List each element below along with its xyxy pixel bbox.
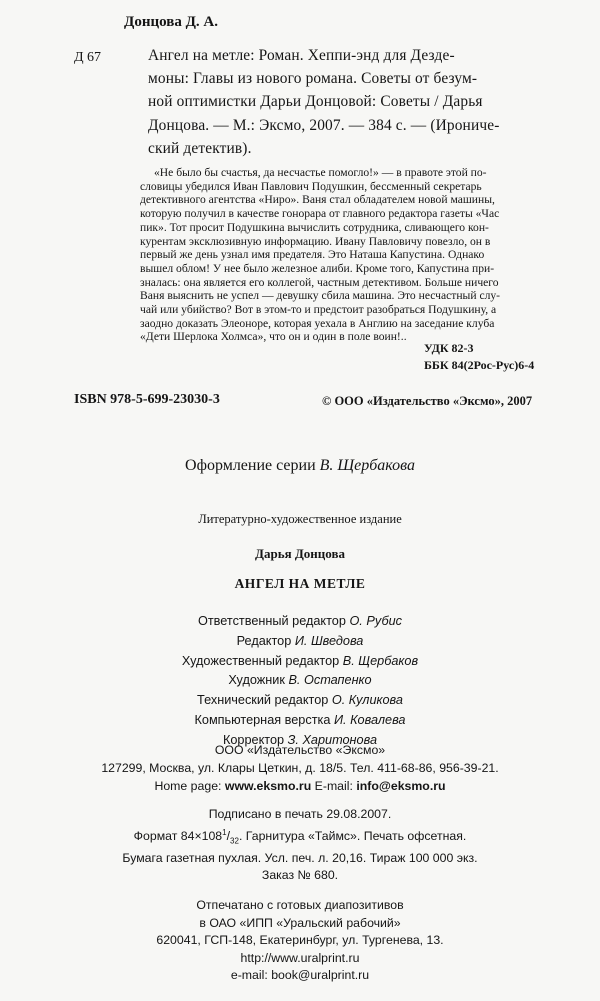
- edition-genre: Литературно-художественное издание: [198, 512, 402, 526]
- email-link[interactable]: info@eksmo.ru: [356, 778, 446, 793]
- publisher-contacts: [0, 778, 600, 796]
- credit-role: Компьютерная верстка: [194, 712, 331, 727]
- library-code: Д 67: [74, 50, 102, 65]
- printer-line: Отпечатано с готовых диапозитивов: [196, 898, 404, 912]
- format-prefix: Формат 84×108: [133, 828, 223, 843]
- book-author: Дарья Донцова: [255, 546, 345, 561]
- annotation: [140, 166, 580, 344]
- printer-email[interactable]: e-mail: book@uralprint.ru: [230, 968, 370, 983]
- credit-row: [0, 632, 600, 652]
- publisher-address: 127299, Москва, ул. Клары Цеткин, д. 18/5. Тел. 411-68-86, 956-39-21.: [101, 760, 499, 775]
- print-details: [0, 806, 600, 885]
- credit-name: В. Остапенко: [288, 673, 372, 688]
- credit-row: [0, 652, 600, 672]
- credit-row: [0, 691, 600, 711]
- annotation-line: курентам эксклюзивную информацию. Ивану Павловичу повезло, он в: [140, 234, 491, 248]
- bib-line: моны: Главы из нового романа. Советы от безум-: [148, 70, 478, 88]
- credit-row: [0, 612, 600, 632]
- annotation-line: заодно доказать Элеоноре, которая уехала в Англию на заседание клуба: [140, 316, 495, 330]
- credit-name: О. Рубис: [349, 614, 402, 628]
- bbk-code: ББК 84(2Рос-Рус)6-4: [424, 358, 535, 372]
- publisher-info: [0, 742, 600, 795]
- annotation-line: словицы убедился Иван Павлович Подушкин, бессменный секретарь: [140, 179, 482, 193]
- isbn: ISBN 978-5-699-23030-3: [74, 392, 220, 407]
- printer-line: 620041, ГСП-148, Екатеринбург, ул. Тургенева, 13.: [156, 933, 444, 948]
- credit-role: Художественный редактор: [181, 653, 340, 668]
- bib-line: ский детектив).: [148, 139, 252, 157]
- credit-row: [0, 711, 600, 731]
- format-denominator: 32: [230, 836, 239, 846]
- credit-row: [0, 671, 600, 691]
- series-design-label: Оформление серии: [185, 457, 316, 474]
- annotation-line: «Дети Шерлока Холмса», что он и один в поле воин!..: [140, 330, 407, 344]
- credit-role: Художник: [228, 673, 285, 688]
- credit-name: И. Шведова: [294, 633, 364, 648]
- series-design-credit: [0, 457, 600, 475]
- printer-line: в ОАО «ИПП «Уральский рабочий»: [199, 915, 401, 930]
- printer-info: [0, 897, 600, 985]
- bib-line: Донцова. — М.: Эксмо, 2007. — 384 с. — (Ирониче-: [148, 116, 500, 134]
- credit-role: Технический редактор: [197, 693, 329, 708]
- annotation-line: зналась: она является его коллегой, частным детективом. Больше ничего: [140, 275, 499, 289]
- credit-name: В. Щербаков: [342, 653, 419, 668]
- format-suffix: . Гарнитура «Таймс». Печать офсетная.: [238, 828, 467, 843]
- publisher-name: ООО «Издательство «Эксмо»: [214, 743, 386, 757]
- annotation-line: пик». Тот просит Подушкина вычислить сотрудника, сливающего кон-: [140, 220, 489, 234]
- credits-list: [0, 612, 600, 751]
- bib-line: Ангел на метле: Роман. Хеппи-энд для Дезде-: [148, 47, 455, 64]
- bib-line: ной оптимистки Дарьи Донцовой: Советы / Дарья: [148, 93, 483, 111]
- udk-code: УДК 82-3: [424, 341, 474, 355]
- credit-name: О. Куликова: [331, 693, 403, 708]
- credit-role: Ответственный редактор: [198, 614, 346, 628]
- credit-role: Редактор: [236, 633, 292, 648]
- credit-name: И. Ковалева: [333, 712, 406, 727]
- annotation-line: вышел облом! У нее было железное алиби. Кроме того, Капустина при-: [140, 261, 495, 275]
- author-heading: Донцова Д. А.: [124, 14, 218, 30]
- annotation-line: чай или убийство? Вот в этом-то и предстоит разобраться Подушкину, а: [140, 303, 497, 317]
- credit-role: Корректор: [222, 732, 285, 747]
- email-label: E-mail:: [314, 778, 353, 793]
- annotation-line: которую получил в качестве гонорара от главного редактора газеты «Час: [140, 207, 500, 221]
- home-page-label: Home page:: [154, 778, 222, 793]
- book-title: АНГЕЛ НА МЕТЛЕ: [234, 576, 366, 591]
- series-designer-name: В. Щербакова: [319, 457, 415, 474]
- signed-to-print: Подписано в печать 29.08.2007.: [208, 807, 392, 821]
- credit-name: З. Харитонова: [287, 732, 377, 747]
- classification-codes: [424, 340, 534, 374]
- annotation-line: детективного агентства «Ниро». Ваня стал обладателем новой машины,: [140, 193, 495, 207]
- format-line: Формат $84\times 108^1/_{32}$. Гарнитура «Таймс». Печать офсетная.: [133, 827, 467, 846]
- format-numerator: 1: [222, 827, 227, 837]
- annotation-line: Ваня выяснить не успел — девушку сбила машина. Это несчастный слу-: [140, 289, 501, 303]
- annotation-line: первый же день узнал имя предателя. Это Наташа Капустина. Однако: [140, 248, 485, 262]
- home-page-link[interactable]: www.eksmo.ru: [224, 778, 312, 793]
- paper-info: Бумага газетная пухлая. Усл. печ. л. 20,16. Тираж 100 000 экз.: [122, 850, 478, 865]
- bibliographic-description: [148, 44, 576, 160]
- printer-url[interactable]: http://www.uralprint.ru: [240, 950, 360, 965]
- copyright: © ООО «Издательство «Эксмо», 2007: [322, 394, 533, 408]
- order-number: Заказ № 680.: [261, 868, 339, 883]
- annotation-line: «Не было бы счастья, да несчастье помогло!» — в правоте этой по-: [154, 166, 487, 179]
